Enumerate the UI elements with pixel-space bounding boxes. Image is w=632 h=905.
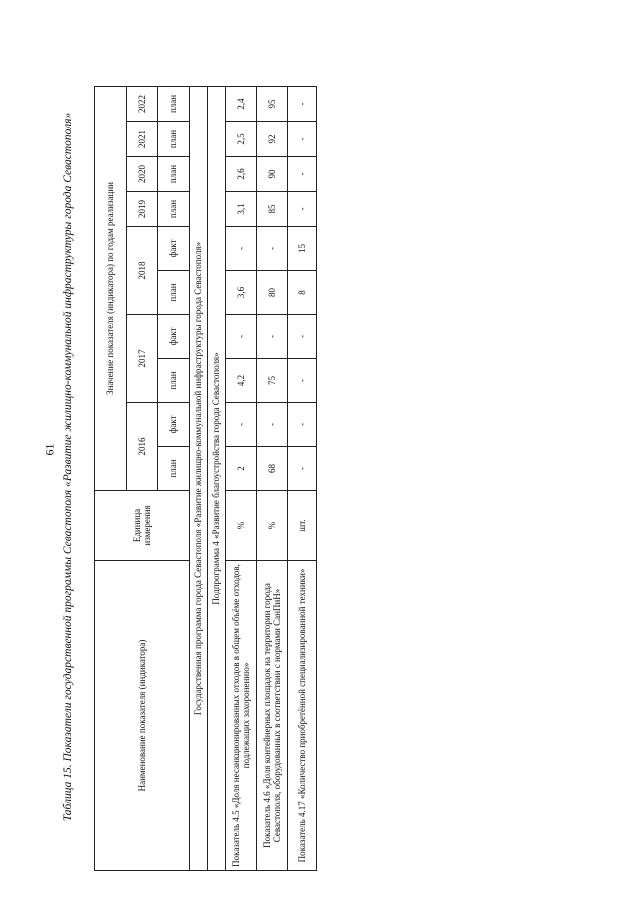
table-cell: 2 xyxy=(226,447,257,491)
table-cell: 3,6 xyxy=(226,271,257,315)
header-fact: факт xyxy=(158,315,190,359)
header-year-2021: 2021 xyxy=(126,122,158,157)
table-cell: - xyxy=(288,447,317,491)
table-cell: - xyxy=(257,403,288,447)
table-cell: 2,6 xyxy=(226,157,257,192)
table-cell: 68 xyxy=(257,447,288,491)
program-title: Государственная программа города Севастополя «Развитие жилищно-коммунальной инфраструктуры города Севастополя» xyxy=(190,86,208,870)
table-row xyxy=(226,86,257,870)
table-cell: - xyxy=(288,122,317,157)
header-plan: план xyxy=(158,122,190,157)
indicator-unit: % xyxy=(257,491,288,561)
header-fact: факт xyxy=(158,403,190,447)
table-cell: - xyxy=(288,157,317,192)
table-row xyxy=(288,86,317,870)
table-cell: 8 xyxy=(288,271,317,315)
table-cell: - xyxy=(257,227,288,271)
table-cell: 95 xyxy=(257,86,288,121)
table-cell: 80 xyxy=(257,271,288,315)
header-values-group: Значение показателя (индикатора) по годам реализации xyxy=(95,86,127,490)
header-unit: Единица измерения xyxy=(95,491,190,561)
header-plan: план xyxy=(158,192,190,227)
table-cell: - xyxy=(288,359,317,403)
table-row xyxy=(257,86,288,870)
header-year-2017: 2017 xyxy=(126,315,158,403)
table-caption: Таблица 15. Показатели государственной программы Севастополя «Развитие жилищно-коммунальной инфраструктуры города Севастополя» xyxy=(62,112,74,822)
header-plan: план xyxy=(158,359,190,403)
header-year-2019: 2019 xyxy=(126,192,158,227)
table-cell: - xyxy=(288,86,317,121)
table-cell: - xyxy=(257,315,288,359)
table-cell: 92 xyxy=(257,122,288,157)
table-cell: 85 xyxy=(257,192,288,227)
indicators-table xyxy=(94,86,317,871)
table-cell: 3,1 xyxy=(226,192,257,227)
header-fact: факт xyxy=(158,227,190,271)
header-name: Наименование показателя (индикатора) xyxy=(95,561,190,871)
header-year-2022: 2022 xyxy=(126,86,158,121)
indicator-unit: % xyxy=(226,491,257,561)
header-plan: план xyxy=(158,447,190,491)
table-cell: 75 xyxy=(257,359,288,403)
indicator-name: Показатель 4.5 «Доля несанкционированных отходов в общем объёме отходов, подлежащих захоронению» xyxy=(226,561,257,871)
header-year-2020: 2020 xyxy=(126,157,158,192)
page-number: 61 xyxy=(42,443,57,456)
header-plan: план xyxy=(158,271,190,315)
table-cell: - xyxy=(288,403,317,447)
header-year-2018: 2018 xyxy=(126,227,158,315)
indicator-name: Показатель 4.17 «Количество приобретённой специализированной техники» xyxy=(288,561,317,871)
indicator-name: Показатель 4.6 «Доля контейнерных площадок на территории города Севастополя, оборудованных в соответствии с нормами СанПиН» xyxy=(257,561,288,871)
table-cell: - xyxy=(288,315,317,359)
header-plan: план xyxy=(158,157,190,192)
table-cell: - xyxy=(288,192,317,227)
table-cell: 15 xyxy=(288,227,317,271)
table-cell: 90 xyxy=(257,157,288,192)
table-cell: 2,4 xyxy=(226,86,257,121)
header-year-2016: 2016 xyxy=(126,403,158,491)
table-cell: 2,5 xyxy=(226,122,257,157)
table-cell: - xyxy=(226,315,257,359)
subprogram-title: Подпрограмма 4 «Развитие благоустройства города Севастополя» xyxy=(208,86,226,870)
table-cell: - xyxy=(226,227,257,271)
header-plan: план xyxy=(158,86,190,121)
indicator-unit: шт. xyxy=(288,491,317,561)
table-cell: - xyxy=(226,403,257,447)
table-cell: 4,2 xyxy=(226,359,257,403)
